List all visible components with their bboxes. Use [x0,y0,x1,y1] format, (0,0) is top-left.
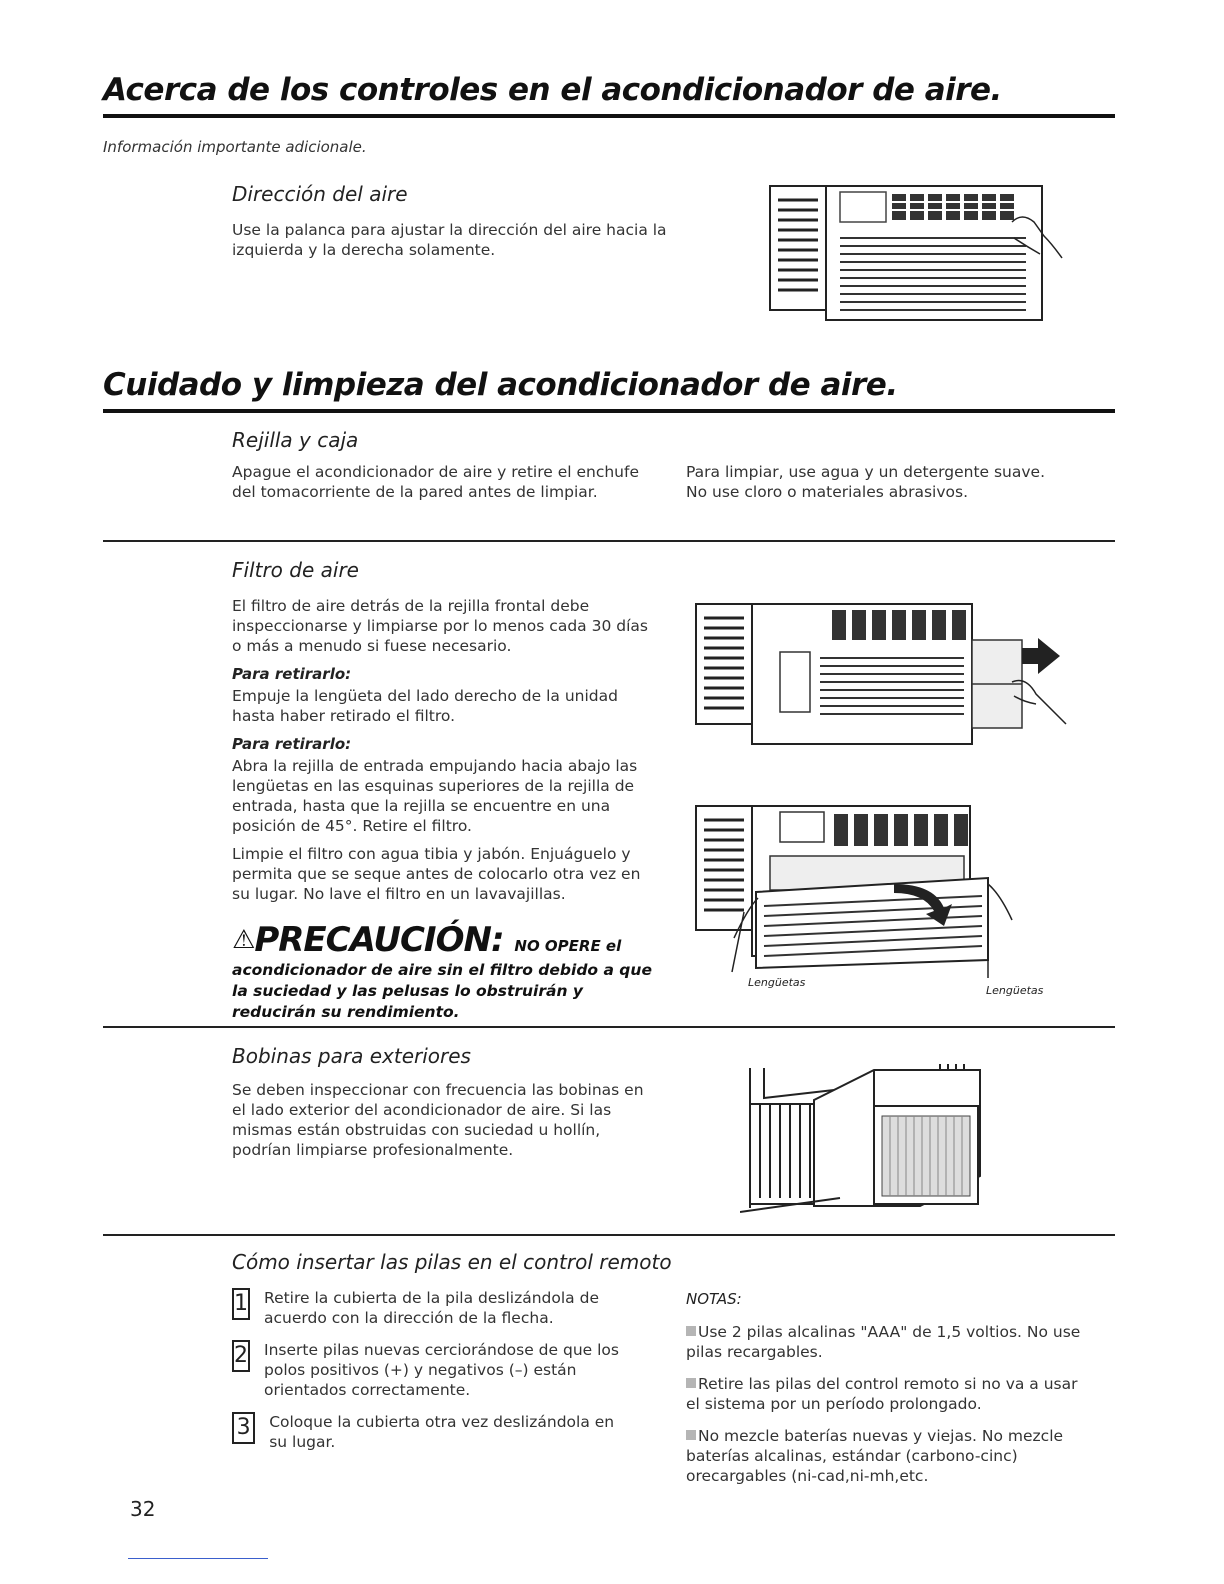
note-item [686,1322,1086,1362]
step-text: Retire la cubierta de la pila deslizándola de acuerdo con la dirección de la flecha. [264,1289,599,1327]
bullet-icon [686,1378,696,1388]
step-3 [232,1412,632,1452]
caption-tabs-left: Lengüetas [748,976,806,989]
bullet-icon [686,1430,696,1440]
bullet-icon [686,1326,696,1336]
grille-text-right: Para limpiar, use agua y un detergente suave. No use cloro o materiales abrasivos. [686,463,1046,501]
warning-icon: ⚠ [232,925,255,955]
heading-outdoor-coils: Bobinas para exteriores [232,1044,471,1068]
note-item [686,1426,1086,1486]
divider-3 [103,1234,1115,1236]
section-title-care: Cuidado y limpieza del acondicionador de aire. [103,367,898,403]
air-direction-illustration [768,182,1068,330]
step-2 [232,1340,632,1400]
step-number: 1 [232,1288,250,1320]
step-number: 3 [232,1412,255,1444]
step-text: Coloque la cubierta otra vez deslizándola en su lugar. [269,1413,615,1451]
step-1 [232,1288,632,1328]
note-item [686,1374,1086,1414]
filter-subheading-1: Para retirarlo: [232,665,352,683]
step-text: Inserte pilas nuevas cerciorándose de que los polos positivos (+) y negativos (–) están orientados correctamente. [264,1341,619,1399]
section-title-controls: Acerca de los controles en el acondicionador de aire. [103,72,1002,108]
caution-heading [232,920,672,960]
heading-air-direction: Dirección del aire [232,182,408,206]
note-text: Retire las pilas del control remoto si no va a usar el sistema por un período prolongado. [686,1375,1078,1413]
divider-2 [103,1026,1115,1028]
step-number: 2 [232,1340,250,1372]
caution-text: acondicionador de aire sin el filtro debido a que la suciedad y las pelusas lo obstruirán y reducirán su rendimiento. [232,961,652,1021]
outdoor-coils-illustration [740,1058,990,1218]
heading-grille: Rejilla y caja [232,428,359,452]
filter-paragraph-2: Empuje la lengüeta del lado derecho de la unidad hasta haber retirado el filtro. [232,687,618,725]
grille-text-left: Apague el acondicionador de aire y retire el enchufe del tomacorriente de la pared antes de limpiar. [232,463,640,501]
caption-tabs-right: Lengüetas [986,984,1044,997]
filter-grille-open-illustration [694,802,1074,978]
coils-text: Se deben inspeccionar con frecuencia las bobinas en el lado exterior del acondicionador de aire. Si las mismas están obstruidas con suciedad u hollín, podrían limpiarse profesionalmente. [232,1081,644,1159]
note-text: Use 2 pilas alcalinas "AAA" de 1,5 voltios. No use pilas recargables. [686,1323,1081,1361]
heading-batteries: Cómo insertar las pilas en el control remoto [232,1250,672,1274]
caution-lead: NO OPERE el [514,937,622,955]
filter-text-block [232,596,662,912]
notes-list [686,1322,1086,1498]
footer-line [128,1558,268,1559]
filter-paragraph-3: Abra la rejilla de entrada empujando hacia abajo las lengüetas en las esquinas superiores de la rejilla de entrada, hasta que la rejilla se encuentre en una posición de 45°. Retire el filtro. [232,757,638,835]
battery-steps [232,1288,632,1464]
divider-1 [103,540,1115,542]
notes-heading: NOTAS: [686,1290,742,1308]
filter-removal-illustration [694,596,1094,756]
caution-word: PRECAUCIÓN: [254,920,504,960]
filter-subheading-2: Para retirarlo: [232,735,352,753]
filter-paragraph-4: Limpie el filtro con agua tibia y jabón. Enjuáguelo y permita que se seque antes de colocarlo otra vez en su lugar. No lave el filtro en un lavavajillas. [232,845,641,903]
page-number: 32 [130,1497,156,1521]
title-rule-2 [103,409,1115,413]
caution-block [232,920,672,1023]
filter-paragraph-1: El filtro de aire detrás de la rejilla frontal debe inspeccionarse y limpiarse por lo menos cada 30 días o más a menudo si fuese necesario. [232,597,648,655]
note-text: No mezcle baterías nuevas y viejas. No mezcle baterías alcalinas, estándar (carbono-cinc) orecargables (ni-cad,ni-mh,etc. [686,1427,1064,1485]
title-rule [103,114,1115,118]
intro-text: Información importante adicionale. [103,138,367,156]
heading-air-filter: Filtro de aire [232,558,359,582]
air-direction-text: Use la palanca para ajustar la dirección del aire hacia la izquierda y la derecha solamente. [232,221,667,259]
